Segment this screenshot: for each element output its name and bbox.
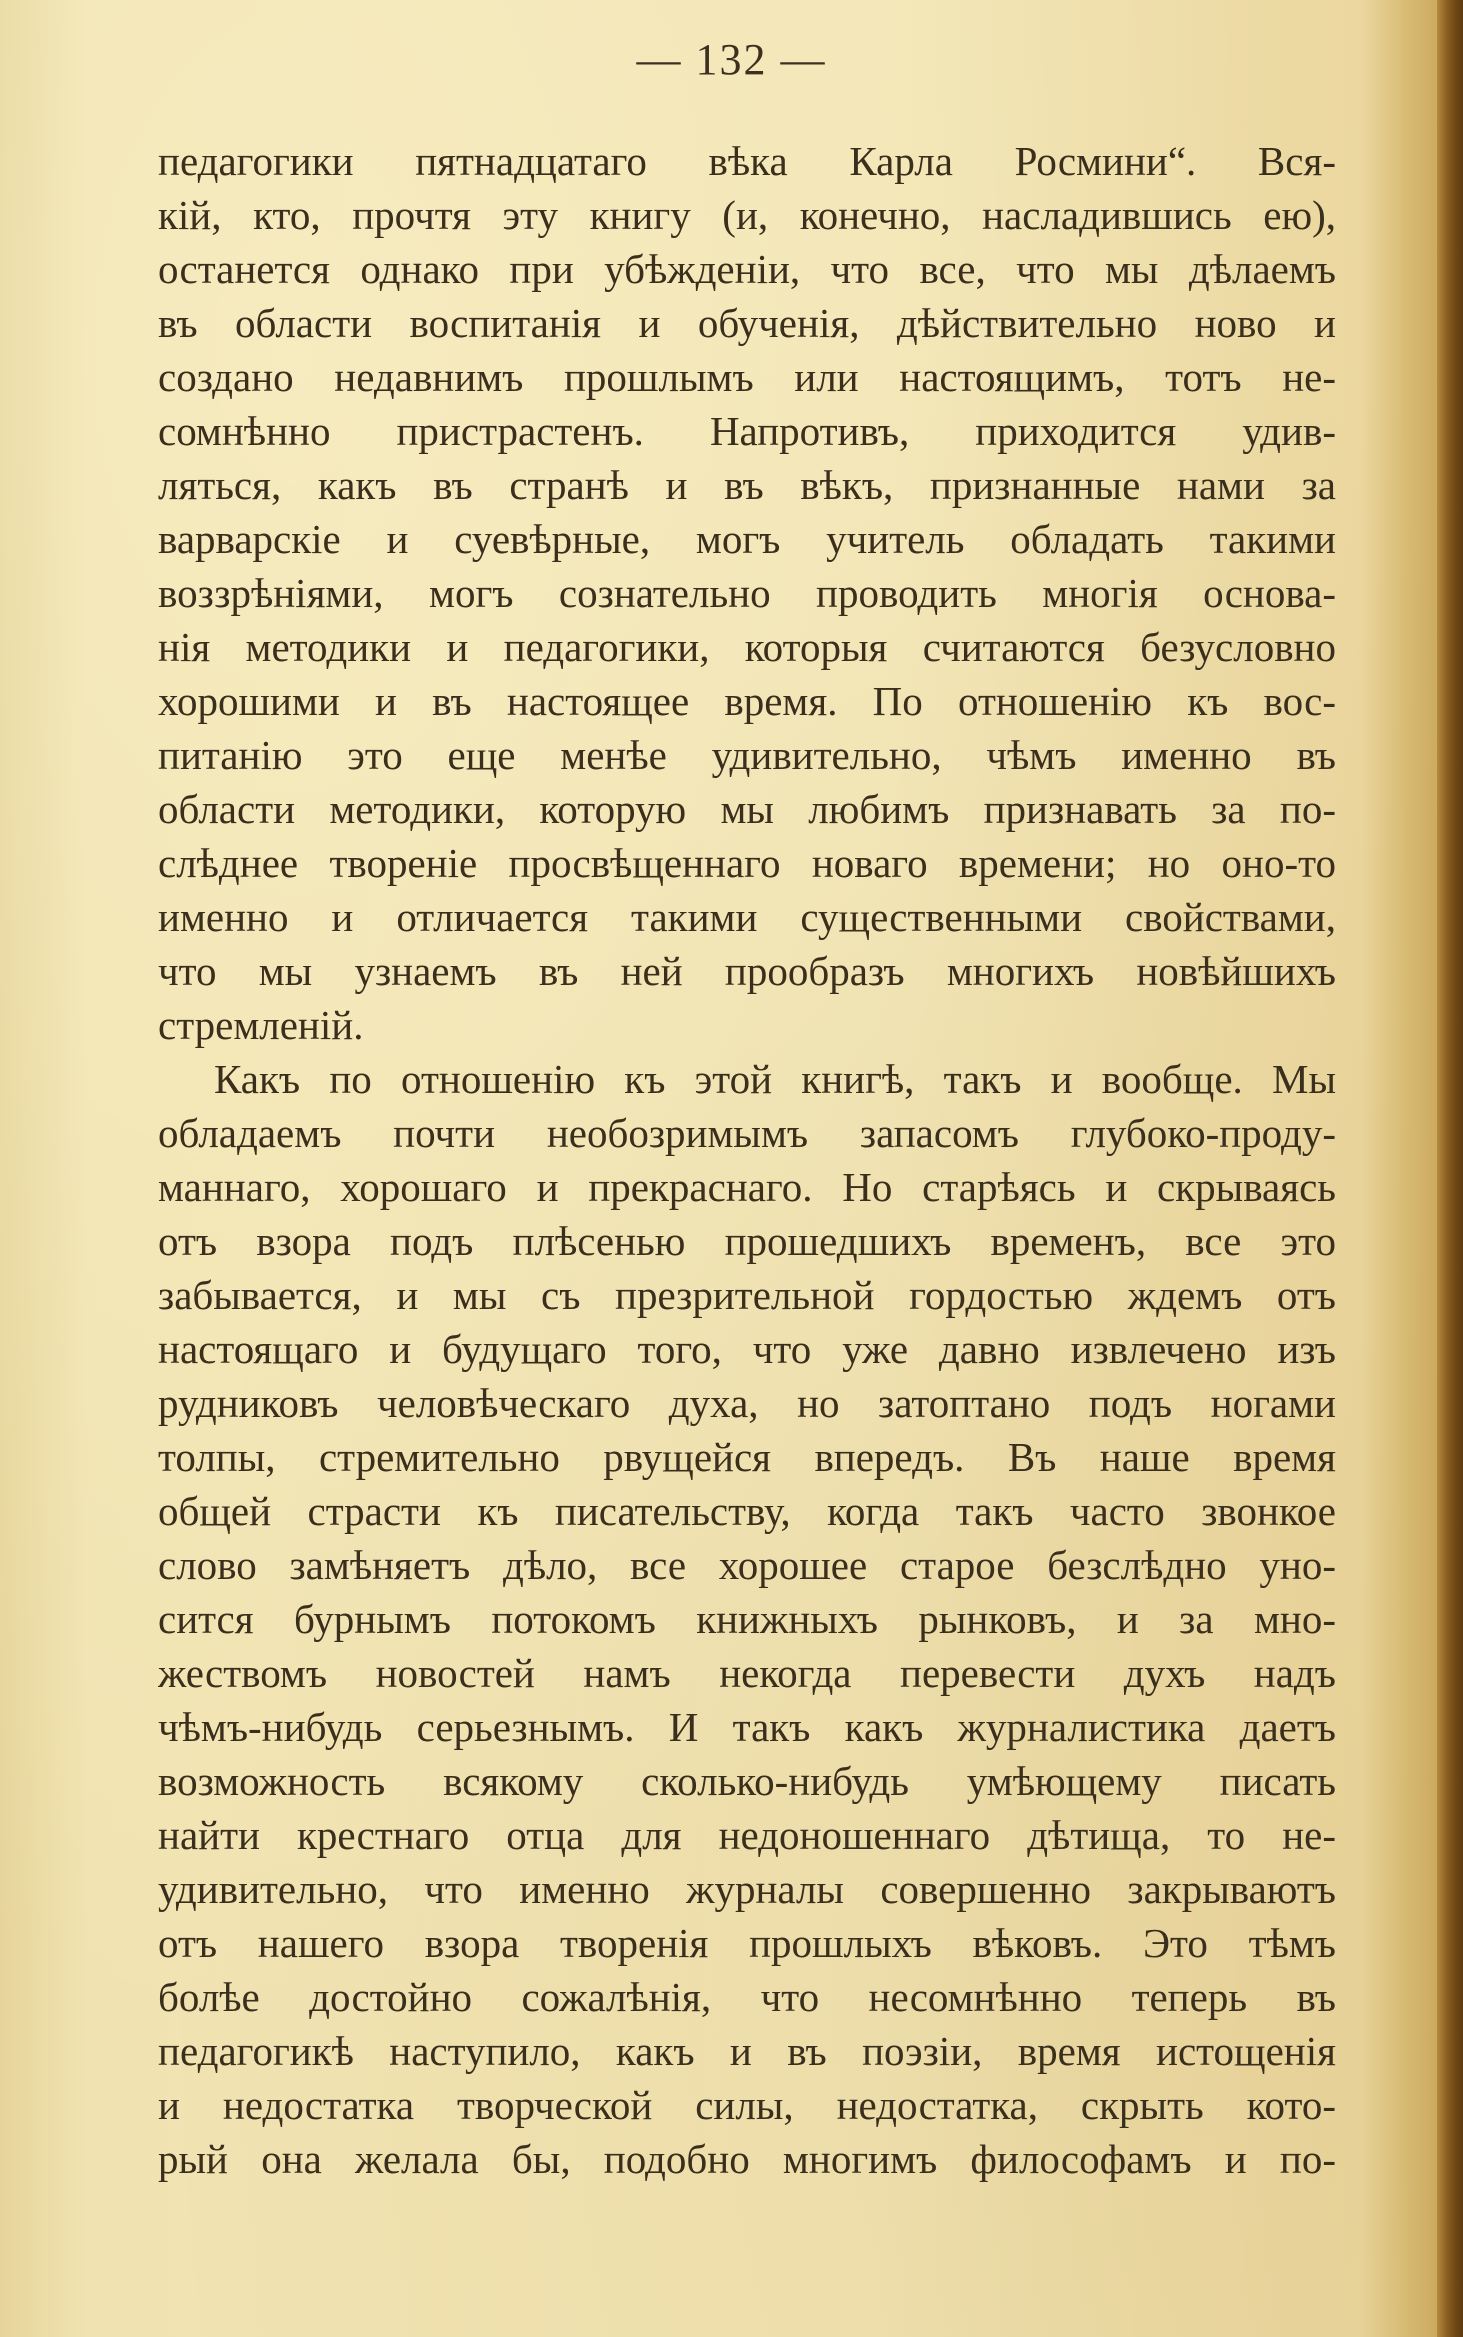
text-line: рудниковъ человѣческаго духа, но затоптано подъ ногами — [158, 1380, 1336, 1426]
text-line: педагогики пятнадцатаго вѣка Карла Росмини“. Вся- — [158, 138, 1336, 184]
text-line: нія методики и педагогики, которыя считаются безусловно — [158, 624, 1336, 670]
text-line: слѣднее твореніе просвѣщеннаго новаго времени; но оно-то — [158, 840, 1336, 886]
text-line: забывается, и мы съ презрительной гордостью ждемъ отъ — [158, 1272, 1336, 1318]
text-line: и недостатка творческой силы, недостатка, скрыть кото- — [158, 2082, 1336, 2128]
page-edge-shadow — [1403, 0, 1437, 2337]
text-line: рый она желала бы, подобно многимъ философамъ и по- — [158, 2136, 1336, 2182]
text-line: удивительно, что именно журналы совершенно закрываютъ — [158, 1866, 1336, 1912]
text-line: обладаемъ почти необозримымъ запасомъ глубоко-проду- — [158, 1110, 1336, 1156]
text-line: сомнѣнно пристрастенъ. Напротивъ, приходится удив- — [158, 408, 1336, 454]
text-line: толпы, стремительно рвущейся впередъ. Въ наше время — [158, 1434, 1336, 1480]
page-number: — 132 — — [636, 35, 827, 84]
text-line: ляться, какъ въ странѣ и въ вѣкъ, признанные нами за — [158, 462, 1336, 508]
paragraph — [158, 134, 1336, 1052]
text-line: педагогикѣ наступило, какъ и въ поэзіи, время истощенія — [158, 2028, 1336, 2074]
text-line: питанію это еще менѣе удивительно, чѣмъ именно въ — [158, 732, 1336, 778]
text-line: хорошими и въ настоящее время. По отношенію къ вос- — [158, 678, 1336, 724]
text-line: что мы узнаемъ въ ней прообразъ многихъ новѣйшихъ — [158, 948, 1336, 994]
text-line: области методики, которую мы любимъ признавать за по- — [158, 786, 1336, 832]
text-line: отъ взора подъ плѣсенью прошедшихъ временъ, все это — [158, 1218, 1336, 1264]
text-body — [158, 134, 1336, 2186]
text-line: отъ нашего взора творенія прошлыхъ вѣковъ. Это тѣмъ — [158, 1920, 1336, 1966]
text-line: въ области воспитанія и обученія, дѣйствительно ново и — [158, 300, 1336, 346]
text-line: слово замѣняетъ дѣло, все хорошее старое безслѣдно уно- — [158, 1542, 1336, 1588]
text-line: кій, кто, прочтя эту книгу (и, конечно, насладившись ею), — [158, 192, 1336, 238]
text-line: создано недавнимъ прошлымъ или настоящимъ, тотъ не- — [158, 354, 1336, 400]
text-line: настоящаго и будущаго того, что уже давно извлечено изъ — [158, 1326, 1336, 1372]
text-line: болѣе достойно сожалѣнія, что несомнѣнно теперь въ — [158, 1974, 1336, 2020]
text-line: именно и отличается такими существенными свойствами, — [158, 894, 1336, 940]
text-line: чѣмъ-нибудь серьезнымъ. И такъ какъ журналистика даетъ — [158, 1704, 1336, 1750]
page-edge — [1437, 0, 1463, 2337]
text-line: жествомъ новостей намъ некогда перевести духъ надъ — [158, 1650, 1336, 1696]
text-line: найти крестнаго отца для недоношеннаго дѣтища, то не- — [158, 1812, 1336, 1858]
text-line: варварскіе и суевѣрные, могъ учитель обладать такими — [158, 516, 1336, 562]
text-line: останется однако при убѣжденіи, что все, что мы дѣлаемъ — [158, 246, 1336, 292]
text-line: маннаго, хорошаго и прекраснаго. Но старѣясь и скрываясь — [158, 1164, 1336, 1210]
paragraph — [158, 1052, 1336, 2186]
text-line: сится бурнымъ потокомъ книжныхъ рынковъ, и за мно- — [158, 1596, 1336, 1642]
text-line: возможность всякому сколько-нибудь умѣющему писать — [158, 1758, 1336, 1804]
text-line: общей страсти къ писательству, когда такъ часто звонкое — [158, 1488, 1336, 1534]
text-line: Какъ по отношенію къ этой книгѣ, такъ и вообще. Мы — [214, 1056, 1336, 1102]
text-line: воззрѣніями, могъ сознательно проводить многія основа- — [158, 570, 1336, 616]
text-line: стремленій. — [158, 1002, 364, 1048]
